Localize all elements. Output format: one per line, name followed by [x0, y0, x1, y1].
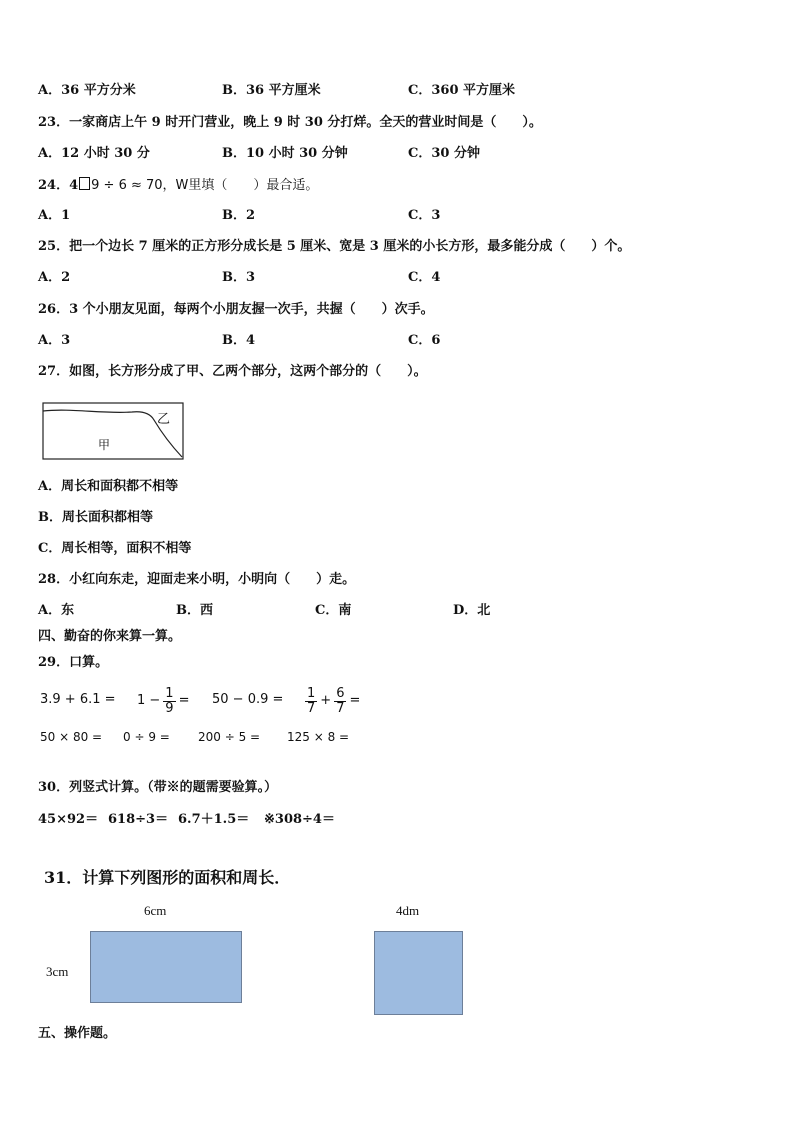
numerator: 6 — [336, 685, 345, 701]
q31-title: 31．计算下列图形的面积和周长． — [44, 868, 291, 887]
q22-option-a: A．36 平方分米 — [38, 83, 136, 98]
section-5-heading: 五、操作题。 — [38, 1026, 117, 1041]
q29-row2-expr-3: 200 ÷ 5 = — [198, 730, 261, 744]
q25-option-a: A．2 — [38, 270, 71, 285]
fraction — [334, 687, 346, 716]
q29-title: 29．口算。 — [38, 655, 109, 670]
section-4-heading: 四、勤奋的你来算一算。 — [38, 629, 182, 644]
q28-option-a: A．东 — [38, 603, 75, 618]
numerator: 1 — [165, 685, 174, 701]
q27-option-a: A．周长和面积都不相等 — [38, 479, 179, 494]
q29-expr-1: 3.9 + 6.1 = — [40, 692, 116, 707]
q26-option-c: C．6 — [408, 333, 441, 348]
denominator: 7 — [307, 700, 316, 716]
q27-rectangle-figure — [42, 402, 185, 462]
q31-rect-width-label: 6cm — [144, 903, 167, 918]
q27-option-c: C．周长相等，面积不相等 — [38, 541, 192, 556]
q22-option-c: C．360 平方厘米 — [408, 83, 516, 98]
q28-option-b: B．西 — [176, 603, 213, 618]
q23-option-c: C．30 分钟 — [408, 146, 480, 161]
q31-square-shape — [374, 931, 463, 1015]
equals-sign: = — [178, 693, 190, 708]
q29-row2-expr-4: 125 × 8 = — [287, 730, 350, 744]
equals-sign: = — [349, 693, 361, 708]
fraction — [305, 687, 317, 716]
q31-rect-height-label: 3cm — [46, 964, 69, 979]
q24-option-b: B．2 — [222, 208, 256, 223]
q29-expr-4 — [305, 681, 360, 721]
q29-expr-3: 50 − 0.9 = — [212, 692, 284, 707]
q29-expr-2 — [137, 681, 189, 721]
q30-item-4: ※308÷4＝ — [264, 812, 335, 827]
q24-prefix: 24．4 — [38, 178, 79, 193]
denominator: 9 — [165, 700, 174, 716]
q31-square-label: 4dm — [396, 903, 420, 918]
denominator: 7 — [336, 700, 345, 716]
q24-option-c: C．3 — [408, 208, 441, 223]
numerator: 1 — [307, 685, 316, 701]
q27-option-b: B．周长面积都相等 — [38, 510, 153, 525]
q24-option-a: A．1 — [38, 208, 71, 223]
q23-option-b: B．10 小时 30 分钟 — [222, 146, 348, 161]
q26-option-b: B．4 — [222, 333, 256, 348]
plus-sign: + — [320, 693, 332, 708]
q22-option-b: B．36 平方厘米 — [222, 83, 321, 98]
q30-item-2: 618÷3＝ — [108, 812, 169, 827]
q27-label-jia: 甲 — [98, 438, 111, 452]
q29-row2-expr-2: 0 ÷ 9 = — [123, 730, 170, 744]
q27-label-yi: 乙 — [157, 412, 171, 427]
q30-item-3: 6.7＋1.5＝ — [178, 812, 250, 827]
q27-question: 27．如图，长方形分成了甲、乙两个部分，这两个部分的（ ）。 — [38, 364, 427, 379]
q28-question: 28．小红向东走，迎面走来小明，小明向（ ）走。 — [38, 572, 356, 587]
q30-item-1: 45×92＝ — [38, 812, 99, 827]
q28-option-c: C．南 — [315, 603, 352, 618]
q23-question: 23．一家商店上午 9 时开门营业，晚上 9 时 30 分打烊。全天的营业时间是（ ）。 — [38, 115, 542, 130]
q26-question: 26．3 个小朋友见面，每两个小朋友握一次手，共握（ ）次手。 — [38, 302, 434, 317]
q31-rectangle-shape — [90, 931, 242, 1003]
q24-suffix: 9 ÷ 6 ≈ 70，W里填（ ）最合适。 — [91, 178, 319, 193]
q29-expr-2-lead: 1 − — [137, 693, 161, 708]
q30-title: 30．列竖式计算。（带※的题需要验算。） — [38, 780, 278, 795]
q25-option-b: B．3 — [222, 270, 256, 285]
q25-question: 25．把一个边长 7 厘米的正方形分成长是 5 厘米、宽是 3 厘米的小长方形，最多能分成（ ）个。 — [38, 239, 631, 254]
q23-option-a: A．12 小时 30 分 — [38, 146, 150, 161]
q25-option-c: C．4 — [408, 270, 441, 285]
blank-box-icon — [79, 177, 90, 190]
q28-option-d: D．北 — [453, 603, 491, 618]
q24-question — [38, 177, 318, 194]
q29-row2-expr-1: 50 × 80 = — [40, 730, 103, 744]
fraction — [163, 687, 175, 716]
q26-option-a: A．3 — [38, 333, 71, 348]
